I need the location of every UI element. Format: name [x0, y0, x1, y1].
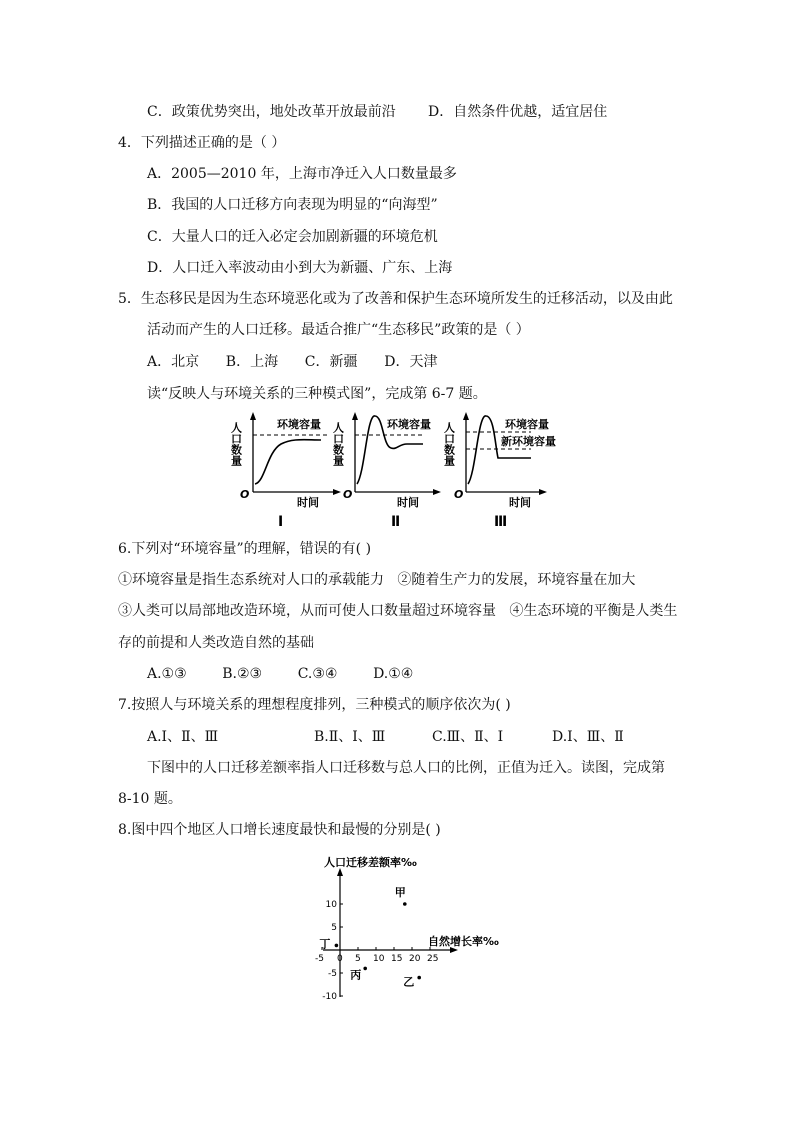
model-1-capacity-label: 环境容量: [277, 418, 321, 431]
migration-scatter-chart: [315, 852, 508, 1006]
x-tick-label: -5: [315, 954, 324, 964]
model-3-capacity-label: 环境容量: [505, 418, 549, 431]
q7-option-b: B.Ⅱ、Ⅰ、Ⅲ: [314, 729, 386, 745]
model-1-xlabel: 时间: [297, 496, 319, 509]
data-point-label: 甲: [394, 886, 406, 899]
q7-option-c: C.Ⅲ、Ⅱ、Ⅰ: [432, 729, 504, 745]
q6-options: A.①③ B.②③ C.③④ D.①④: [147, 666, 414, 682]
q4-stem: 4．下列描述正确的是（ ）: [118, 135, 286, 151]
model-3-xlabel: 时间: [509, 496, 531, 509]
data-point-label: 丙: [350, 968, 362, 982]
chart-y-arrow: [337, 868, 343, 876]
model-diagram-3: [443, 412, 557, 530]
q8-stem: 8.图中四个地区人口增长速度最快和最慢的分别是( ): [118, 822, 441, 838]
data-point-label: 丁: [319, 937, 331, 951]
model-diagrams: [225, 408, 565, 534]
model-3-ylabel: 人口数量: [442, 422, 456, 466]
data-point: [335, 944, 339, 948]
model-3-new-capacity-label: 新环境容量: [501, 435, 556, 448]
q7-option-d: D.Ⅰ、Ⅲ、Ⅱ: [552, 729, 624, 745]
q5-stem-line-1: 5．生态移民是因为生态环境恶化或为了改善和保护生态环境所发生的迁移活动，以及由此: [118, 291, 673, 307]
data-point: [363, 967, 367, 971]
data-point: [403, 902, 407, 906]
model-2-ylabel: 人口数量: [331, 422, 345, 466]
x-tick-label: 15: [391, 954, 403, 964]
model-diagram-1: [230, 412, 342, 530]
y-tick-label: -10: [322, 992, 337, 1002]
x-tick-label: 10: [373, 954, 385, 964]
x-tick-label: 25: [427, 954, 439, 964]
model-2-numeral: Ⅱ: [391, 514, 401, 530]
y-tick-label: 10: [325, 900, 337, 910]
q6-statement-line-3: 存的前提和人类改造自然的基础: [118, 635, 314, 651]
model-3-numeral: Ⅲ: [494, 514, 508, 530]
q4-option-b: B．我国的人口迁移方向表现为明显的“向海型”: [147, 197, 438, 213]
q4-option-a: A．2005—2010 年，上海市净迁入人口数量最多: [147, 166, 457, 182]
intro-8-10-line-1: 下图中的人口迁移差额率指人口迁移数与总人口的比例，正值为迁入。读图，完成第: [147, 760, 665, 776]
q5-stem-line-2: 活动而产生的人口迁移。最适合推广“生态移民”政策的是（ ）: [147, 322, 530, 338]
q6-statement-line-1: ①环境容量是指生态系统对人口的承载能力 ②随着生产力的发展，环境容量在加大: [118, 572, 636, 588]
q6-statement-line-2: ③人类可以局部地改造环境，从而可使人口数量超过环境容量 ④生态环境的平衡是人类生: [118, 603, 678, 619]
model-1-numeral: Ⅰ: [278, 514, 284, 530]
intro-8-10-line-2: 8-10 题。: [118, 791, 182, 807]
x-tick-label: 20: [409, 954, 421, 964]
x-tick-label: 5: [355, 954, 361, 964]
x-tick-label: 0: [337, 954, 343, 964]
q4-option-d: D．人口迁入率波动由小到大为新疆、广东、上海: [147, 260, 453, 276]
model-1-origin: O: [240, 488, 250, 501]
data-point: [417, 976, 421, 980]
q3-option-c: C．政策优势突出，地处改革开放最前沿: [147, 104, 396, 120]
q7-stem: 7.按照人与环境关系的理想程度排列，三种模式的顺序依次为( ): [118, 697, 511, 713]
model-3-origin: O: [454, 488, 464, 501]
chart-ylabel: 人口迁移差额率‰: [324, 856, 417, 869]
q4-option-c: C．大量人口的迁入必定会加剧新疆的环境危机: [147, 229, 438, 245]
chart-xlabel: 自然增长率‰: [428, 935, 499, 948]
model-2-xlabel: 时间: [397, 496, 419, 509]
model-diagram-2: [332, 412, 442, 530]
y-tick-label: -5: [328, 969, 337, 979]
intro-6-7: 读“反映人与环境关系的三种模式图”，完成第 6-7 题。: [147, 386, 487, 402]
q3-option-d: D．自然条件优越，适宜居住: [428, 104, 608, 120]
model-2-capacity-label: 环境容量: [387, 418, 431, 431]
q7-option-a: A.Ⅰ、Ⅱ、Ⅲ: [147, 729, 219, 745]
model-1-ylabel: 人口数量: [229, 422, 243, 466]
data-point-label: 乙: [403, 975, 415, 989]
q6-stem: 6.下列对“环境容量”的理解，错误的有( ): [118, 541, 372, 557]
q5-options: A．北京 B．上海 C．新疆 D．天津: [147, 354, 438, 370]
y-tick-label: 5: [331, 923, 337, 933]
model-2-origin: O: [343, 488, 353, 501]
